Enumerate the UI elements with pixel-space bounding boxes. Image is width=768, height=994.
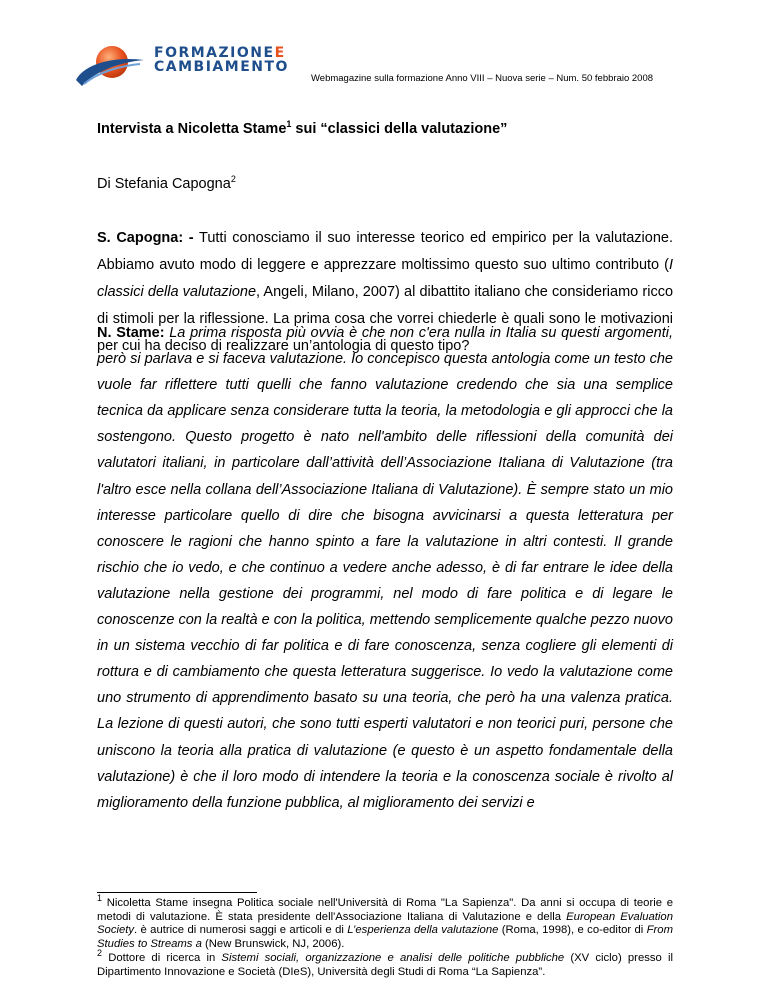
footnote-text: (Roma, 1998), e co-editor di xyxy=(498,924,647,937)
interviewer-label: S. Capogna: - xyxy=(97,230,194,246)
footnote-1 xyxy=(97,893,673,951)
byline xyxy=(97,176,236,192)
footnote-italic: From Studies to Streams a xyxy=(97,924,673,950)
footnote-italic: European Evaluation Society xyxy=(97,910,673,937)
footnote-ref-2[interactable]: 2 xyxy=(230,174,236,185)
footnote-text: . è autrice di numerosi saggi e articoli e di xyxy=(134,924,348,937)
byline-text: Di Stefania Capogna xyxy=(97,176,231,192)
publication-logo xyxy=(74,42,289,92)
footnote-2 xyxy=(97,948,673,979)
footnote-text: (XV ciclo) presso il Dipartimento Innovazione e Società (DIeS), Università degli Studi di Roma “La Sapienza”. xyxy=(97,952,673,978)
footnote-number: 2 xyxy=(97,948,103,959)
footnote-italic: Sistemi sociali, organizzazione e analisi delle politiche pubbliche xyxy=(221,952,565,964)
book-title: I classici della valutazione xyxy=(97,257,673,300)
footnote-number: 1 xyxy=(97,893,103,904)
globe-swoosh-icon xyxy=(74,42,154,92)
issue-info: Webmagazine sulla formazione Anno VIII – Nuova serie – Num. 50 febbraio 2008 xyxy=(311,73,654,84)
title-text-end: sui “classici della valutazione” xyxy=(291,121,508,137)
answer-text: La prima risposta più ovvia è che non c'era nulla in Italia su questi argomenti, però si parlava e si faceva valutazione. Io concepisco questa antologia come un testo che vuole far riflettere tutti quelli che fanno valutazione credendo che sia una semplice tecnica da applicare senza considerare tutta la teoria, la metodologia e gli approcci che la sostengono. Questo progetto è nato nell'ambito delle riflessioni della comunità dei valutatori italiani, in particolare dall’attività dell’Associazione Italiana di Valutazione (tra l'altro esce nella collana dell’Associazione Italiana di Valutazione). È sempre stato un mio interesse particolare quello di dire che bisogna avvicinarsi a questa letteratura per conoscere le ragioni che hanno spinto a fare la valutazione in altri contesti. Il grande rischio che io vedo, e che continuo a vedere anche adesso, è di far entrare le idee della valutazione nella gestione dei programmi, nel modo di fare politica e di legare le conoscenze con la realtà e con la politica, mettendo semplicemente qualche pezzo nuovo in un sistema vecchio di far politica e di fare conoscenza, senza cogliere gli elementi di rottura e di cambiamento che questa letteratura suggerisce. Io vedo la valutazione come uno strumento di apprendimento basato su una teoria, che però ha una valenza pratica. La lezione di questi autori, che sono tutti esperti valutatori e non teorici puri, persone che uniscono la teoria alla pratica di valutazione (e questo è un aspetto fondamentale della valutazione) è che il loro modo di intendere la teoria e la conoscenza sociale è rivolto al miglioramento della funzione pubblica, al miglioramento dei servizi e xyxy=(97,325,673,811)
footnote-divider xyxy=(97,892,257,893)
article-title xyxy=(97,121,507,137)
answer-paragraph xyxy=(97,320,673,816)
footnote-italic: L’esperienza della valutazione xyxy=(347,924,499,937)
footnote-text: (New Brunswick, NJ, 2006). xyxy=(201,937,345,950)
question-text: Tutti conosciamo il suo interesse teorico ed empirico per la valutazione. Abbiamo avuto modo di leggere e apprezzare moltissimo questo suo ultimo contributo ( xyxy=(97,230,673,273)
logo-line1: FORMAZIONE xyxy=(154,45,275,61)
title-text: Intervista a Nicoletta Stame xyxy=(97,121,287,137)
logo-line2: CAMBIAMENTO xyxy=(154,59,289,75)
logo-wordmark xyxy=(154,46,289,74)
question-text-end: , Angeli, Milano, 2007) al dibattito italiano che consideriamo ricco di stimoli per la riflessione. La prima cosa che vorrei chiederle è quali sono le motivazioni per cui ha deciso di realizzare un’antologia di questo tipo? xyxy=(97,284,674,354)
logo-accent: E xyxy=(274,45,286,61)
footnote-text: Nicoletta Stame insegna Politica sociale nell'Università di Roma "La Sapienza". Da anni si occupa di teorie e metodi di valutazione. È stata presidente dell'Associazione Italiana di Valutazione e della xyxy=(97,897,673,923)
footnote-ref-1[interactable]: 1 xyxy=(286,119,292,130)
interviewee-label: N. Stame: xyxy=(97,325,165,341)
footnote-text: Dottore di ricerca in xyxy=(102,952,222,964)
